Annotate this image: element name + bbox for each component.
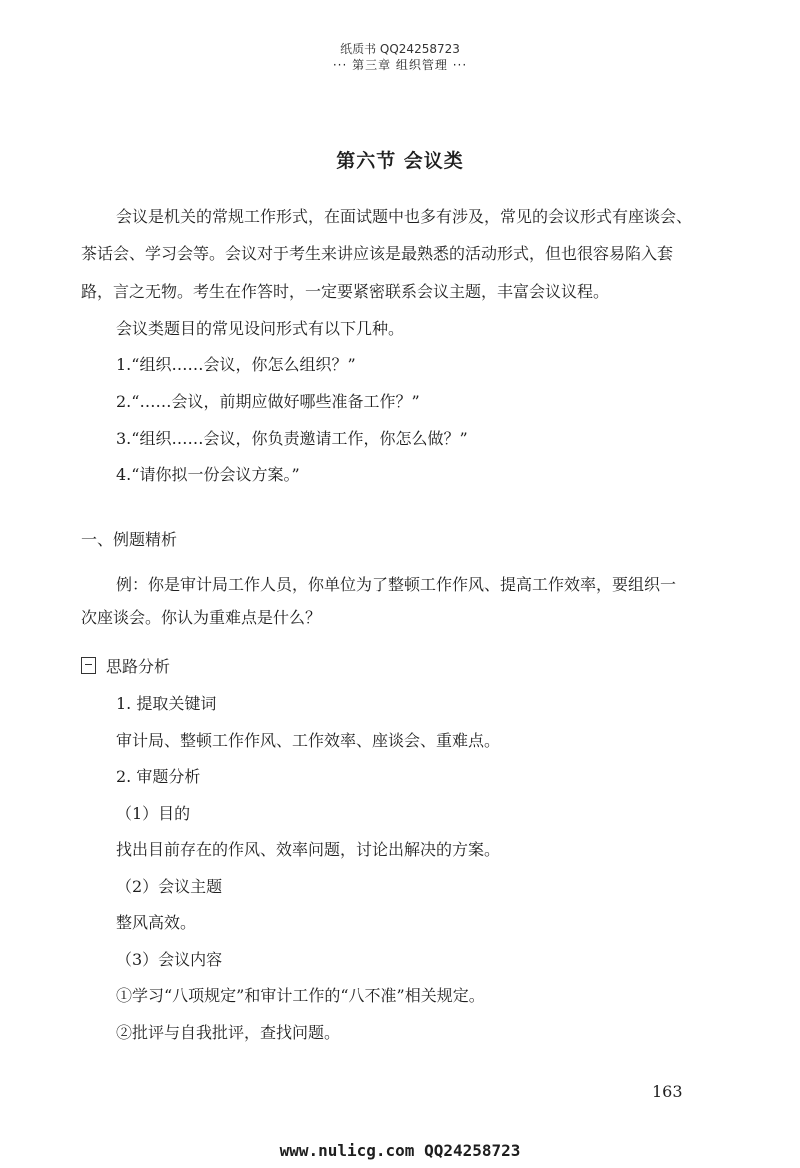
analysis-line: （1）目的 [116, 804, 191, 823]
analysis-line: ①学习“八项规定”和审计工作的“八不准”相关规定。 [116, 986, 485, 1005]
example-line: 次座谈会。你认为重难点是什么？ [81, 608, 322, 627]
intro-line: 茶话会、学习会等。会议对于考生来讲应该是最熟悉的活动形式，但也很容易陷入套 [81, 244, 674, 263]
analysis-line: 整风高效。 [116, 913, 197, 932]
section-title: 第六节 会议类 [336, 150, 464, 172]
analysis-line: 1. 提取关键词 [116, 694, 217, 713]
header-watermark: 纸质书 QQ24258723 [340, 42, 460, 56]
intro-line: 路，言之无物。考生在作答时，一定要紧密联系会议主题，丰富会议议程。 [81, 282, 610, 301]
analysis-line: 审计局、整顿工作作风、工作效率、座谈会、重难点。 [116, 731, 501, 750]
chapter-header: ··· 第三章 组织管理 ··· [332, 58, 468, 72]
analysis-line: ②批评与自我批评，查找问题。 [116, 1023, 341, 1042]
form-item: 2.“……会议，前期应做好哪些准备工作？” [116, 392, 420, 411]
analysis-heading: 思路分析 [81, 654, 170, 677]
forms-intro: 会议类题目的常见设问形式有以下几种。 [116, 319, 405, 338]
analysis-line: 2. 审题分析 [116, 767, 201, 786]
form-item: 1.“组织……会议，你怎么组织？” [116, 355, 356, 374]
analysis-line: （2）会议主题 [116, 877, 223, 896]
example-heading: 一、例题精析 [81, 530, 178, 549]
footer-watermark: www.nulicg.com QQ24258723 [279, 1141, 521, 1160]
example-line: 例：你是审计局工作人员，你单位为了整顿工作作风、提高工作效率，要组织一 [116, 575, 677, 594]
analysis-line: 找出目前存在的作风、效率问题，讨论出解决的方案。 [116, 840, 501, 859]
form-item: 3.“组织……会议，你负责邀请工作，你怎么做？” [116, 429, 468, 448]
form-item: 4.“请你拟一份会议方案。” [116, 465, 300, 484]
analysis-line: （3）会议内容 [116, 950, 223, 969]
question-box-icon [81, 657, 96, 674]
page-number: 163 [652, 1082, 683, 1101]
intro-line: 会议是机关的常规工作形式，在面试题中也多有涉及，常见的会议形式有座谈会、 [116, 207, 693, 226]
